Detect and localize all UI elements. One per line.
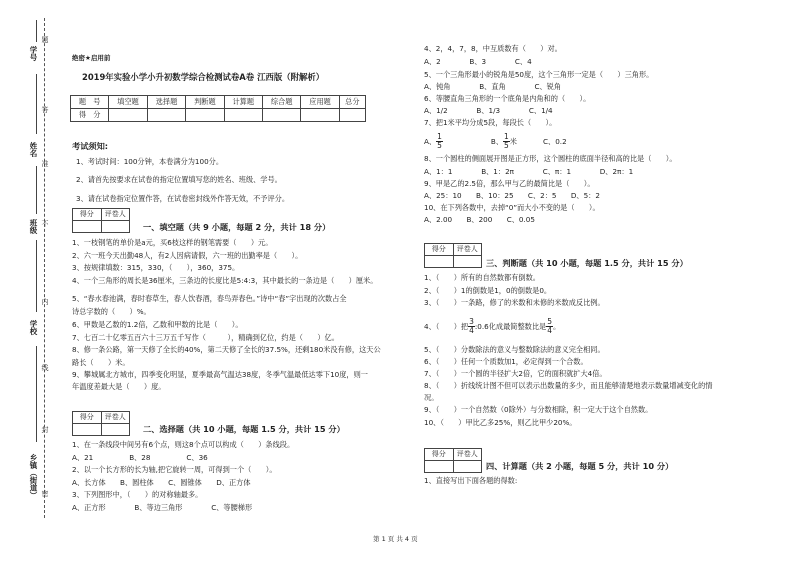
- margin-mark: 不: [41, 220, 49, 227]
- question-line: 5、一个三角形最小的锐角是50度，这个三角形一定是（ ）三角形。: [424, 70, 654, 79]
- fraction-numerator: 5: [547, 317, 553, 326]
- question-text: :0.6化成最简整数比是: [474, 321, 547, 331]
- blank-underline: [36, 346, 37, 442]
- notice-item: 2、请首先按要求在试卷的指定位置填写您的姓名、班级、学号。: [76, 175, 282, 184]
- table-cell: 综合题: [262, 96, 300, 109]
- label-name: 姓名: [29, 142, 38, 157]
- table-cell: 计算题: [224, 96, 262, 109]
- grader-box: [72, 411, 130, 436]
- grader-label: 评卷人: [101, 209, 130, 220]
- grader-label: 得分: [431, 245, 446, 253]
- margin-mark: 密: [41, 490, 49, 497]
- question-line: 6、甲数是乙数的1.2倍，乙数和甲数的比是（ ）。: [72, 320, 243, 329]
- table-cell: 填空题: [109, 96, 147, 109]
- fraction: [503, 133, 510, 150]
- notice-item: 3、请在试卷指定位置作答，在试卷密封线外作答无效，不予评分。: [76, 194, 290, 203]
- question-prefix: 4、（ ）把: [424, 321, 469, 331]
- confidential-stamp: 绝密★启用前: [72, 54, 111, 62]
- fraction-denominator: 5: [437, 141, 442, 150]
- margin-mark: 题: [41, 36, 49, 43]
- grader-label: 得分: [79, 210, 94, 218]
- score-table-header: [71, 96, 366, 109]
- section-title: 一、填空题（共 9 小题，每题 2 分，共计 18 分）: [143, 222, 331, 232]
- margin-mark: 准: [41, 160, 49, 167]
- score-table: [70, 95, 366, 122]
- blank-underline: [36, 20, 37, 42]
- question-line: 1、一枝钢笔的单价是a元，买6枝这样的钢笔需要（ ）元。: [72, 238, 273, 247]
- fraction: [436, 133, 443, 150]
- section-title: 四、计算题（共 2 小题，每题 5 分，共计 10 分）: [486, 461, 674, 471]
- fraction-denominator: 4: [469, 326, 474, 335]
- fraction-numerator: 1: [504, 132, 509, 141]
- label-class: 班级: [29, 219, 38, 234]
- question-line: 6、（ ）任何一个质数加1，必定得到一个合数。: [424, 357, 588, 366]
- table-cell: 判断题: [186, 96, 224, 109]
- grader-box: [424, 243, 482, 268]
- question-line: A、长方体 B、圆柱体 C、圆锥体 D、正方体: [72, 478, 251, 487]
- option-label: B、: [490, 136, 504, 146]
- question-line: 2、以一个长方形的长为轴,把它旋转一周，可得到一个（ ）。: [72, 465, 277, 474]
- option-label: A、: [424, 136, 437, 146]
- question-line: A、2 B、3 C、4: [424, 57, 532, 66]
- question-line: 8、一个圆柱的侧面展开图是正方形，这个圆柱的底面半径和高的比是（ ）。: [424, 154, 677, 163]
- table-cell: [301, 109, 339, 122]
- question-line: A、25：10 B、10：25 C、2：5 D、5：2: [424, 191, 600, 200]
- question-line: [424, 133, 567, 150]
- question-line: 4、2，4，7，8，中互质数有（ ）对。: [424, 44, 562, 53]
- question-line: 3、下列图形中，（ ）的对称轴最多。: [72, 490, 203, 499]
- question-line: 6、等腰直角三角形的一个底角是内角和的（ ）。: [424, 94, 591, 103]
- fraction-denominator: 4: [547, 326, 553, 335]
- question-line: 况。: [424, 393, 439, 402]
- question-line: 1、直接写出下面各题的得数:: [424, 476, 518, 485]
- question-line: 9、（ ）一个自然数（0除外）与分数相除，积一定大于这个自然数。: [424, 405, 653, 414]
- fraction-numerator: 1: [437, 132, 442, 141]
- page-title: 2019年实验小学小升初数学综合检测试卷A卷 江西版（附解析）: [82, 72, 325, 82]
- notice-title: 考试须知:: [72, 141, 109, 151]
- question-line: 10、在下列各数中，去掉“0”而大小不变的是（ ）。: [424, 203, 600, 212]
- question-line: 9、甲是乙的2.5倍，那么甲与乙的最简比是（ ）。: [424, 179, 595, 188]
- question-line: A、1：1 B、1：2π C、π：1 D、2π：1: [424, 167, 634, 176]
- table-cell: [262, 109, 300, 122]
- question-line: A、2.00 B、200 C、0.05: [424, 215, 535, 224]
- grader-label: 评卷人: [453, 449, 482, 460]
- section-title: 三、判断题（共 10 小题，每题 1.5 分，共计 15 分）: [486, 258, 688, 268]
- fraction: [468, 318, 475, 335]
- question-line: A、1/2 B、1/3 C、1/4: [424, 106, 553, 115]
- margin-mark: 内: [41, 298, 49, 305]
- fraction: [546, 318, 553, 335]
- question-line: 8、修一条公路，第一天修了全长的40%，第二天修了全长的37.5%，还剩180米没有修，这天公: [72, 345, 381, 354]
- question-line: 10、（ ）甲比乙多25%，则乙比甲少20%。: [424, 418, 577, 427]
- question-line: 5、“春水春池满，春时春草生，春人饮春酒，春鸟弄春色。”诗中“春”字出现的次数占全: [72, 294, 347, 303]
- grader-box: [72, 208, 130, 233]
- blank-underline: [36, 240, 37, 312]
- page-number: 第 1 页 共 4 页: [373, 535, 418, 543]
- question-line: 5、（ ）分数除法的意义与整数除法的意义完全相同。: [424, 345, 605, 354]
- option-label: C、0.2: [543, 136, 567, 146]
- question-line: 2、六一班今天出勤48人，有2人因病请假，六一班的出勤率是（ ）。: [72, 251, 303, 260]
- grader-label: 评卷人: [101, 412, 130, 423]
- question-line: 1、在一条线段中间另有6个点，则这8个点可以构成（ ）条线段。: [72, 440, 295, 449]
- table-cell: [339, 109, 365, 122]
- question-suffix: 。: [553, 321, 561, 331]
- table-cell: 应用题: [301, 96, 339, 109]
- label-student-id: 学号: [29, 46, 38, 61]
- question-line: 9、攀城属北方城市，四季变化明显，夏季最高气温达38度，冬季气温最低达零下10度，则一: [72, 370, 368, 379]
- table-cell: 得 分: [71, 109, 109, 122]
- question-line: 7、把1米平均分成5段，每段长（ ）。: [424, 118, 557, 127]
- section-title: 二、选择题（共 10 小题，每题 1.5 分，共计 15 分）: [143, 424, 345, 434]
- question-line: 年温度差最大是（ ）度。: [72, 382, 166, 391]
- unit-label: 米: [509, 136, 517, 146]
- question-line: A、钝角 B、直角 C、锐角: [424, 82, 562, 91]
- grader-label: 评卷人: [453, 244, 482, 255]
- grader-box: [424, 448, 482, 473]
- table-cell: 题 号: [71, 96, 109, 109]
- margin-mark: 答: [41, 106, 49, 113]
- fraction-numerator: 3: [469, 317, 474, 326]
- table-cell: [109, 109, 147, 122]
- notice-item: 1、考试时间：100分钟，本卷满分为100分。: [76, 157, 224, 166]
- question-line: 诗总字数的（ ）%。: [72, 307, 151, 316]
- question-line: 路长（ ）米。: [72, 358, 130, 367]
- grader-label: 得分: [79, 413, 94, 421]
- blank-underline: [36, 74, 37, 134]
- fraction-denominator: 5: [504, 141, 509, 150]
- label-township: 乡镇（街道）: [29, 454, 38, 499]
- question-line: [424, 318, 560, 335]
- question-line: 7、七百二十亿零五百六十三万五千写作（ ），精确到亿位，约是（ ）亿。: [72, 333, 339, 342]
- question-line: 3、（ ）一条路，修了的米数和未修的米数成反比例。: [424, 298, 605, 307]
- question-line: 4、一个三角形的周长是36厘米，三条边的长度比是5:4:3，其中最长的一条边是（ ）厘米。: [72, 276, 378, 285]
- label-school: 学校: [29, 320, 38, 335]
- binding-line: [44, 18, 45, 518]
- table-cell: [147, 109, 185, 122]
- table-cell: [224, 109, 262, 122]
- table-cell: 选择题: [147, 96, 185, 109]
- question-line: A、21 B、28 C、36: [72, 453, 208, 462]
- question-line: 2、（ ）1的倒数是1，0的倒数是0。: [424, 286, 552, 295]
- question-line: A、正方形 B、等边三角形 C、等腰梯形: [72, 503, 253, 512]
- question-line: 1、（ ）所有的自然数都有倒数。: [424, 273, 540, 282]
- table-cell: 总分: [339, 96, 365, 109]
- grader-label: 得分: [431, 450, 446, 458]
- score-table-row: [71, 109, 366, 122]
- margin-mark: 线: [41, 364, 49, 371]
- question-line: 3、按规律填数：315，330，（ ），360，375。: [72, 263, 240, 272]
- blank-underline: [36, 166, 37, 214]
- table-cell: [186, 109, 224, 122]
- margin-mark: 封: [41, 426, 49, 433]
- question-line: 8、（ ）折线统计图不但可以表示出数量的多少，而且能够清楚地表示数量增减变化的情: [424, 381, 713, 390]
- question-line: 7、（ ）一个圆的半径扩大2倍，它的面积就扩大4倍。: [424, 369, 607, 378]
